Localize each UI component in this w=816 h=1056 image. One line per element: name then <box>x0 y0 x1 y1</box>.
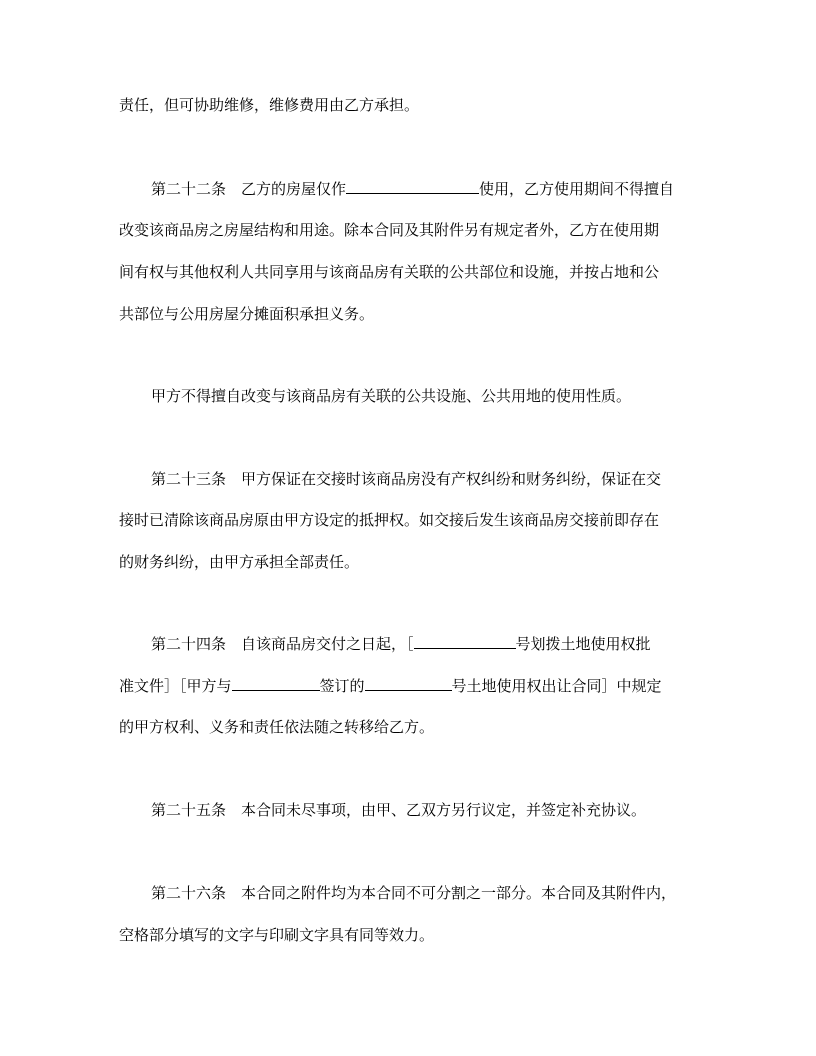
text-segment: 准文件］［甲方与 <box>119 677 232 695</box>
paragraph-continued <box>119 93 697 117</box>
text-line: 的财务纠纷，由甲方承担全部责任。 <box>119 553 360 571</box>
text-line: 空格部分填写的文字与印刷文字具有同等效力。 <box>119 926 435 944</box>
text-segment: 号划拨土地使用权批 <box>515 635 651 653</box>
article-23-line-3 <box>119 550 697 574</box>
text-segment: 第二十四条 自该商品房交付之日起，［ <box>151 635 414 653</box>
fill-in-blank-party[interactable] <box>232 674 320 691</box>
text-line: 第二十五条 本合同未尽事项，由甲、乙双方另行议定，并签定补充协议。 <box>151 801 647 819</box>
article-25-line-1 <box>151 798 697 822</box>
article-23-line-2 <box>119 508 697 532</box>
text-segment: 号土地使用权出让合同］中规定 <box>451 677 662 695</box>
text-line: 第二十三条 甲方保证在交接时该商品房没有产权纠纷和财务纠纷，保证在交 <box>151 470 662 488</box>
text-line: 共部位与公用房屋分摊面积承担义务。 <box>119 305 375 323</box>
article-26-line-2 <box>119 923 697 947</box>
article-24-line-1 <box>151 632 697 656</box>
fill-in-blank-contract-number[interactable] <box>365 674 452 691</box>
text-line: 改变该商品房之房屋结构和用途。除本合同及其附件另有规定者外，乙方在使用期 <box>119 221 660 239</box>
fill-in-blank-approval-number[interactable] <box>414 632 516 649</box>
article-22-line-3 <box>119 260 697 284</box>
article-22-paragraph-2 <box>151 384 697 408</box>
text-line: 责任，但可协助维修，维修费用由乙方承担。 <box>119 96 420 114</box>
article-26-line-1 <box>151 881 697 905</box>
text-line: 的甲方权利、义务和责任依法随之转移给乙方。 <box>119 718 435 736</box>
article-23-line-1 <box>151 467 697 491</box>
text-segment: 签订的 <box>319 677 365 695</box>
article-22-line-2 <box>119 218 697 242</box>
fill-in-blank-usage[interactable] <box>346 177 479 194</box>
text-line: 甲方不得擅自改变与该商品房有关联的公共设施、公共用地的使用性质。 <box>151 387 632 405</box>
text-line: 第二十六条 本合同之附件均为本合同不可分割之一部分。本合同及其附件内， <box>151 884 677 902</box>
article-24-line-2 <box>119 674 697 698</box>
text-segment: 使用，乙方使用期间不得擅自 <box>479 180 675 198</box>
article-22-line-1 <box>151 177 697 201</box>
article-22-line-4 <box>119 302 697 326</box>
article-24-line-3 <box>119 715 697 739</box>
text-line: 接时已清除该商品房原由甲方设定的抵押权。如交接后发生该商品房交接前即存在 <box>119 511 660 529</box>
text-line: 间有权与其他权利人共同享用与该商品房有关联的公共部位和设施，并按占地和公 <box>119 263 660 281</box>
text-segment: 第二十二条 乙方的房屋仅作 <box>151 180 347 198</box>
